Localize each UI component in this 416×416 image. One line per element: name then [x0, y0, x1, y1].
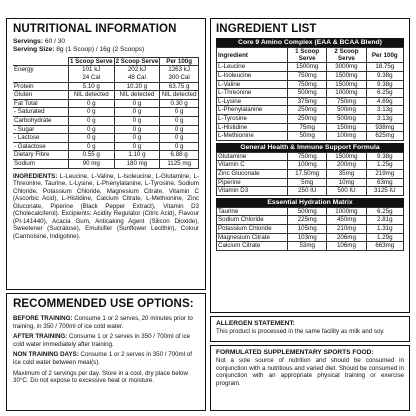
amount-2-scoop: 500mg [327, 114, 366, 123]
amount-per-100g: 3125 IU [366, 187, 403, 196]
value-per-100g: 1263 kJ [160, 66, 199, 74]
usage-panel [6, 293, 206, 411]
nutrition-header-2scoop: 2 Scoop Serve [115, 57, 159, 65]
amount-2-scoop: 150mg [327, 123, 366, 132]
header-2scoop: 2 Scoop Serve [327, 48, 366, 63]
value-1-scoop: 0 g [68, 142, 114, 151]
allergen-text: This product is processed in the same facility as milk and soy. [216, 328, 385, 335]
nutrient-name: Protein [13, 82, 68, 91]
ingredient-name: L-Valine [217, 80, 288, 89]
ingredient-row [217, 106, 404, 115]
amount-per-100g: 9.38g [366, 80, 403, 89]
amount-2-scoop: 206mg [327, 233, 366, 242]
health-formula-banner: General Health & Immune Support Formula [216, 143, 404, 152]
amount-1-scoop: 750mg [288, 80, 327, 89]
ingredient-row [217, 114, 404, 123]
ingredient-name: L-Threonine [217, 89, 288, 98]
max-servings-note: Maximum of 2 servings per day. Store in a cool, dry place below 30°C. Do not expose to excessive heat or moisture. [13, 369, 188, 385]
amount-per-100g: 2.81g [366, 216, 403, 225]
allergen-panel [210, 316, 410, 342]
amount-1-scoop: 105mg [288, 224, 327, 233]
ingredient-name: Magnesium Citrate [217, 233, 288, 242]
value-1-scoop: 0.55 g [68, 151, 114, 160]
value-2-scoop: 0 g [114, 125, 160, 134]
nutrient-name: Sodium [13, 159, 68, 168]
nutrition-row [13, 108, 199, 117]
nutrition-row [13, 66, 199, 74]
value-per-100g: 0 g [160, 142, 199, 151]
amount-per-100g: 625mg [366, 132, 403, 141]
amount-per-100g: 6.25g [366, 207, 403, 216]
nutrition-row [13, 159, 199, 168]
value-1-scoop: 0 g [68, 108, 114, 117]
core-complex-table [216, 47, 404, 141]
amount-1-scoop: 103mg [288, 233, 327, 242]
header-ingredient: Ingredient [217, 48, 288, 63]
value-1-scoop: 101 kJ [68, 66, 114, 74]
amount-2-scoop: 100mg [327, 132, 366, 141]
value-1-scoop: 0 g [68, 116, 114, 125]
servings-line: Servings: 60 / 30 [13, 38, 66, 45]
value-per-100g: 0 g [160, 116, 199, 125]
ingredient-name: L-Isoleucine [217, 72, 288, 81]
ingredient-row [217, 123, 404, 132]
ingredient-name: L-Leucine [217, 63, 288, 72]
amount-1-scoop: 75mg [288, 123, 327, 132]
value-2-scoop: 0 g [114, 99, 160, 108]
ingredient-row [217, 97, 404, 106]
ingredient-name: L-Histidine [217, 123, 288, 132]
amount-1-scoop: 100mg [288, 161, 327, 170]
amount-1-scoop: 750mg [288, 72, 327, 81]
ingredient-row [217, 169, 404, 178]
nutrition-row [13, 142, 199, 151]
amount-1-scoop: 500mg [288, 89, 327, 98]
nutrient-name: - Galactose [13, 142, 68, 151]
amount-2-scoop: 1500mg [327, 72, 366, 81]
amount-per-100g: 1.25g [366, 161, 403, 170]
nutrition-header-per100g: Per 100g [160, 57, 199, 66]
amount-2-scoop: 1500mg [327, 152, 366, 161]
ingredient-name: Zinc Gluconate [217, 169, 288, 178]
core-complex-banner: Core 9 Amino Complex (EAA & BCAA Blend) [216, 38, 404, 47]
header-1scoop: 1 Scoop Serve [288, 48, 327, 63]
ingredient-name: L-Tyrosine [217, 114, 288, 123]
nutrient-name: Gluten [13, 91, 68, 100]
ingredient-row [217, 161, 404, 170]
nutrition-row [13, 74, 199, 82]
ingredient-name: Vitamin D3 [217, 187, 288, 196]
nutrition-row-gluten [13, 91, 199, 100]
amount-per-100g: 63mg [366, 178, 403, 187]
value-per-100g: 0.30 g [160, 99, 199, 108]
amount-2-scoop: 500 IU [327, 187, 366, 196]
amount-per-100g: 9.38g [366, 72, 403, 81]
amount-per-100g: 938mg [366, 123, 403, 132]
ingredient-list-title: INGREDIENT LIST [216, 23, 317, 35]
amount-1-scoop: 225mg [288, 216, 327, 225]
nutrient-name: Energy [13, 66, 68, 74]
value-2-scoop: 1.10 g [114, 151, 160, 160]
amount-2-scoop: 1000mg [327, 89, 366, 98]
amount-2-scoop: 3000mg [327, 63, 366, 72]
amount-per-100g: 663mg [366, 242, 403, 251]
nutrition-header-row [13, 57, 199, 66]
hydration-matrix-table [216, 207, 404, 251]
value-2-scoop: 202 kJ [114, 66, 160, 74]
nutrient-name: Dietary Fibre [13, 151, 68, 160]
ingredient-name: L-Methionine [217, 132, 288, 141]
ingredient-row [217, 132, 404, 141]
nutrition-row [13, 125, 199, 134]
formulated-title: FORMULATED SUPPLEMENTARY SPORTS FOOD: [216, 349, 374, 356]
ingredient-name: Vitamin C [217, 161, 288, 170]
value-2-scoop: 0 g [114, 108, 160, 117]
ingredient-row [217, 89, 404, 98]
value-per-100g: NIL detected [161, 91, 197, 99]
nutrient-name [13, 74, 68, 82]
amount-2-scoop: 750mg [327, 97, 366, 106]
usage-title: RECOMMENDED USE OPTIONS: [13, 298, 194, 310]
header-per100g: Per 100g [366, 48, 403, 63]
amount-2-scoop: 106mg [327, 242, 366, 251]
value-2-scoop: NIL detected [114, 91, 160, 100]
ingredients-paragraph [13, 173, 199, 241]
value-1-scoop: 5.10 g [68, 82, 114, 91]
amount-per-100g: 3.13g [366, 106, 403, 115]
amount-1-scoop: 1500mg [288, 63, 327, 72]
amount-per-100g: 9.38g [366, 152, 403, 161]
amount-per-100g: 3.13g [366, 114, 403, 123]
amount-2-scoop: 35mg [327, 169, 366, 178]
ingredient-row [217, 178, 404, 187]
ingredient-row [217, 63, 404, 72]
nutrient-name: Fat Total [13, 99, 68, 108]
ingredient-name: L-Lysine [217, 97, 288, 106]
ingredient-row [217, 72, 404, 81]
ingredient-row [217, 80, 404, 89]
non-training-days: NON TRAINING DAYS: Consume 1 or 2 serves in 350 / 700ml of ice cold water between meal(s). [13, 351, 192, 366]
ingredient-name: L-Phenylalanine [217, 106, 288, 115]
amount-1-scoop: 250 IU [288, 187, 327, 196]
nutrition-row [13, 116, 199, 125]
ingredient-header-row [217, 48, 404, 63]
value-2-scoop: 180 mg [114, 159, 160, 168]
ingredient-name: Taurine [217, 207, 288, 216]
nutrient-name: - Lactose [13, 134, 68, 143]
nutrition-row [13, 151, 199, 160]
value-1-scoop: 90 mg [68, 159, 114, 168]
nutrition-table [13, 57, 199, 169]
nutrition-row [13, 82, 199, 91]
amount-2-scoop: 450mg [327, 216, 366, 225]
value-per-100g: 6.88 g [160, 151, 199, 160]
after-training: AFTER TRAINING: Consume 1 or 2 serves in 350 / 700ml of ice cold water immediately after training. [13, 333, 191, 348]
value-per-100g: 0 g [160, 108, 199, 117]
ingredient-row [217, 224, 404, 233]
amount-2-scoop: 200mg [327, 161, 366, 170]
hydration-matrix-banner: Essential Hydration Matrix [216, 198, 404, 207]
value-1-scoop: 24 Cal [68, 74, 114, 82]
allergen-title: ALLERGEN STATEMENT: [216, 320, 295, 327]
amount-2-scoop: 1000mg [327, 207, 366, 216]
value-per-100g: 300 Cal [160, 74, 199, 82]
value-per-100g: 63.75 g [160, 82, 199, 91]
amount-1-scoop: 5mg [288, 178, 327, 187]
ingredient-row [217, 216, 404, 225]
value-2-scoop: 48 Cal [114, 74, 160, 82]
ingredient-name: Calcium Citrate [217, 242, 288, 251]
nutrition-row [13, 134, 199, 143]
value-1-scoop: 0 g [68, 99, 114, 108]
nutrition-header-1scoop: 1 Scoop Serve [69, 57, 113, 65]
amount-2-scoop: 1500mg [327, 80, 366, 89]
amount-per-100g: 219mg [366, 169, 403, 178]
formulated-text: Not a sole source of nutrition and should be consumed in conjunction with a nutritious and varied diet. Should be consumed in conjunction with an appropriate physical training or exercise program. [216, 357, 404, 387]
amount-2-scoop: 500mg [327, 106, 366, 115]
amount-1-scoop: 500mg [288, 207, 327, 216]
ingredients-text: L-Leucine, L-Valine, L-Isoleucine, L-Glutamine, L-Threonine, Taurine, L-Lysine, L-Phenylalanine, L-Tyrosine, Sodium Chloride, Potassium Chloride, Magnesium Citrate, Vitamin C (Ascorbic Acid), L-Histidine, Calcium Citrate, L-Methionine, Zinc Gluconate, Piperine (Black Pepper Extract), Vitamin D3 (Cholecalciferol). Excipients: Acidity Regulator (Citric Acid), Flavour (PI-141440), Acacia Gum, Anticaking Agent (Silicon Dioxide), Sweetener (Sucralose), Emulsifier (Sunflower Lecithin), Colour (Carmoisine, Indigotine). [13, 172, 199, 240]
formulated-panel [210, 345, 410, 411]
value-1-scoop: NIL detected [68, 91, 114, 100]
value-2-scoop: 0 g [114, 134, 160, 143]
amount-per-100g: 4.69g [366, 97, 403, 106]
nutrient-name: - Sugar [13, 125, 68, 134]
value-per-100g: 0 g [160, 134, 199, 143]
amount-per-100g: 1.31g [366, 224, 403, 233]
serving-size-line: Serving Size: 8g (1 Scoop) / 16g (2 Scoops) [13, 46, 145, 54]
amount-per-100g: 18.75g [366, 63, 403, 72]
ingredient-name: Potassium Chloride [217, 224, 288, 233]
value-2-scoop: 0 g [114, 116, 160, 125]
ingredient-row [217, 242, 404, 251]
nutrient-name: Carbohydrate [13, 116, 68, 125]
before-training: BEFORE TRAINING: Consume 1 or 2 serves, 20 minutes prior to training, in 350 / 700ml of ice cold water. [13, 315, 193, 330]
nutrition-title: NUTRITIONAL INFORMATION [13, 23, 177, 35]
amount-1-scoop: 250mg [288, 106, 327, 115]
ingredient-name: Glutamine [217, 152, 288, 161]
value-1-scoop: 0 g [68, 125, 114, 134]
amount-1-scoop: 750mg [288, 152, 327, 161]
health-formula-table [216, 152, 404, 196]
ingredient-row [217, 207, 404, 216]
amount-1-scoop: 250mg [288, 114, 327, 123]
nutrition-row [13, 99, 199, 108]
value-1-scoop: 0 g [68, 134, 114, 143]
amount-2-scoop: 10mg [327, 178, 366, 187]
nutrient-name: - Saturated [13, 108, 68, 117]
amount-per-100g: 6.25g [366, 89, 403, 98]
amount-1-scoop: 50mg [288, 132, 327, 141]
amount-1-scoop: 53mg [288, 242, 327, 251]
amount-1-scoop: 375mg [288, 97, 327, 106]
ingredient-row [217, 233, 404, 242]
value-2-scoop: 10.20 g [114, 82, 160, 91]
ingredient-name: Sodium Chloride [217, 216, 288, 225]
amount-1-scoop: 17.50mg [288, 169, 327, 178]
serving-size-value: 8g (1 Scoop) / 16g (2 Scoops) [56, 46, 145, 54]
amount-per-100g: 1.29g [366, 233, 403, 242]
ingredients-label: INGREDIENTS: [13, 172, 58, 180]
ingredient-name: Piperine [217, 178, 288, 187]
ingredient-row [217, 187, 404, 196]
servings-value: 60 / 30 [44, 38, 66, 45]
nutrition-header-blank [13, 57, 68, 66]
nutrition-panel [6, 18, 206, 290]
value-per-100g: 1125 mg [160, 159, 199, 168]
ingredient-list-panel [210, 18, 410, 313]
amount-2-scoop: 210mg [327, 224, 366, 233]
value-2-scoop: 0 g [114, 142, 160, 151]
ingredient-row [217, 152, 404, 161]
value-per-100g: 0 g [160, 125, 199, 134]
